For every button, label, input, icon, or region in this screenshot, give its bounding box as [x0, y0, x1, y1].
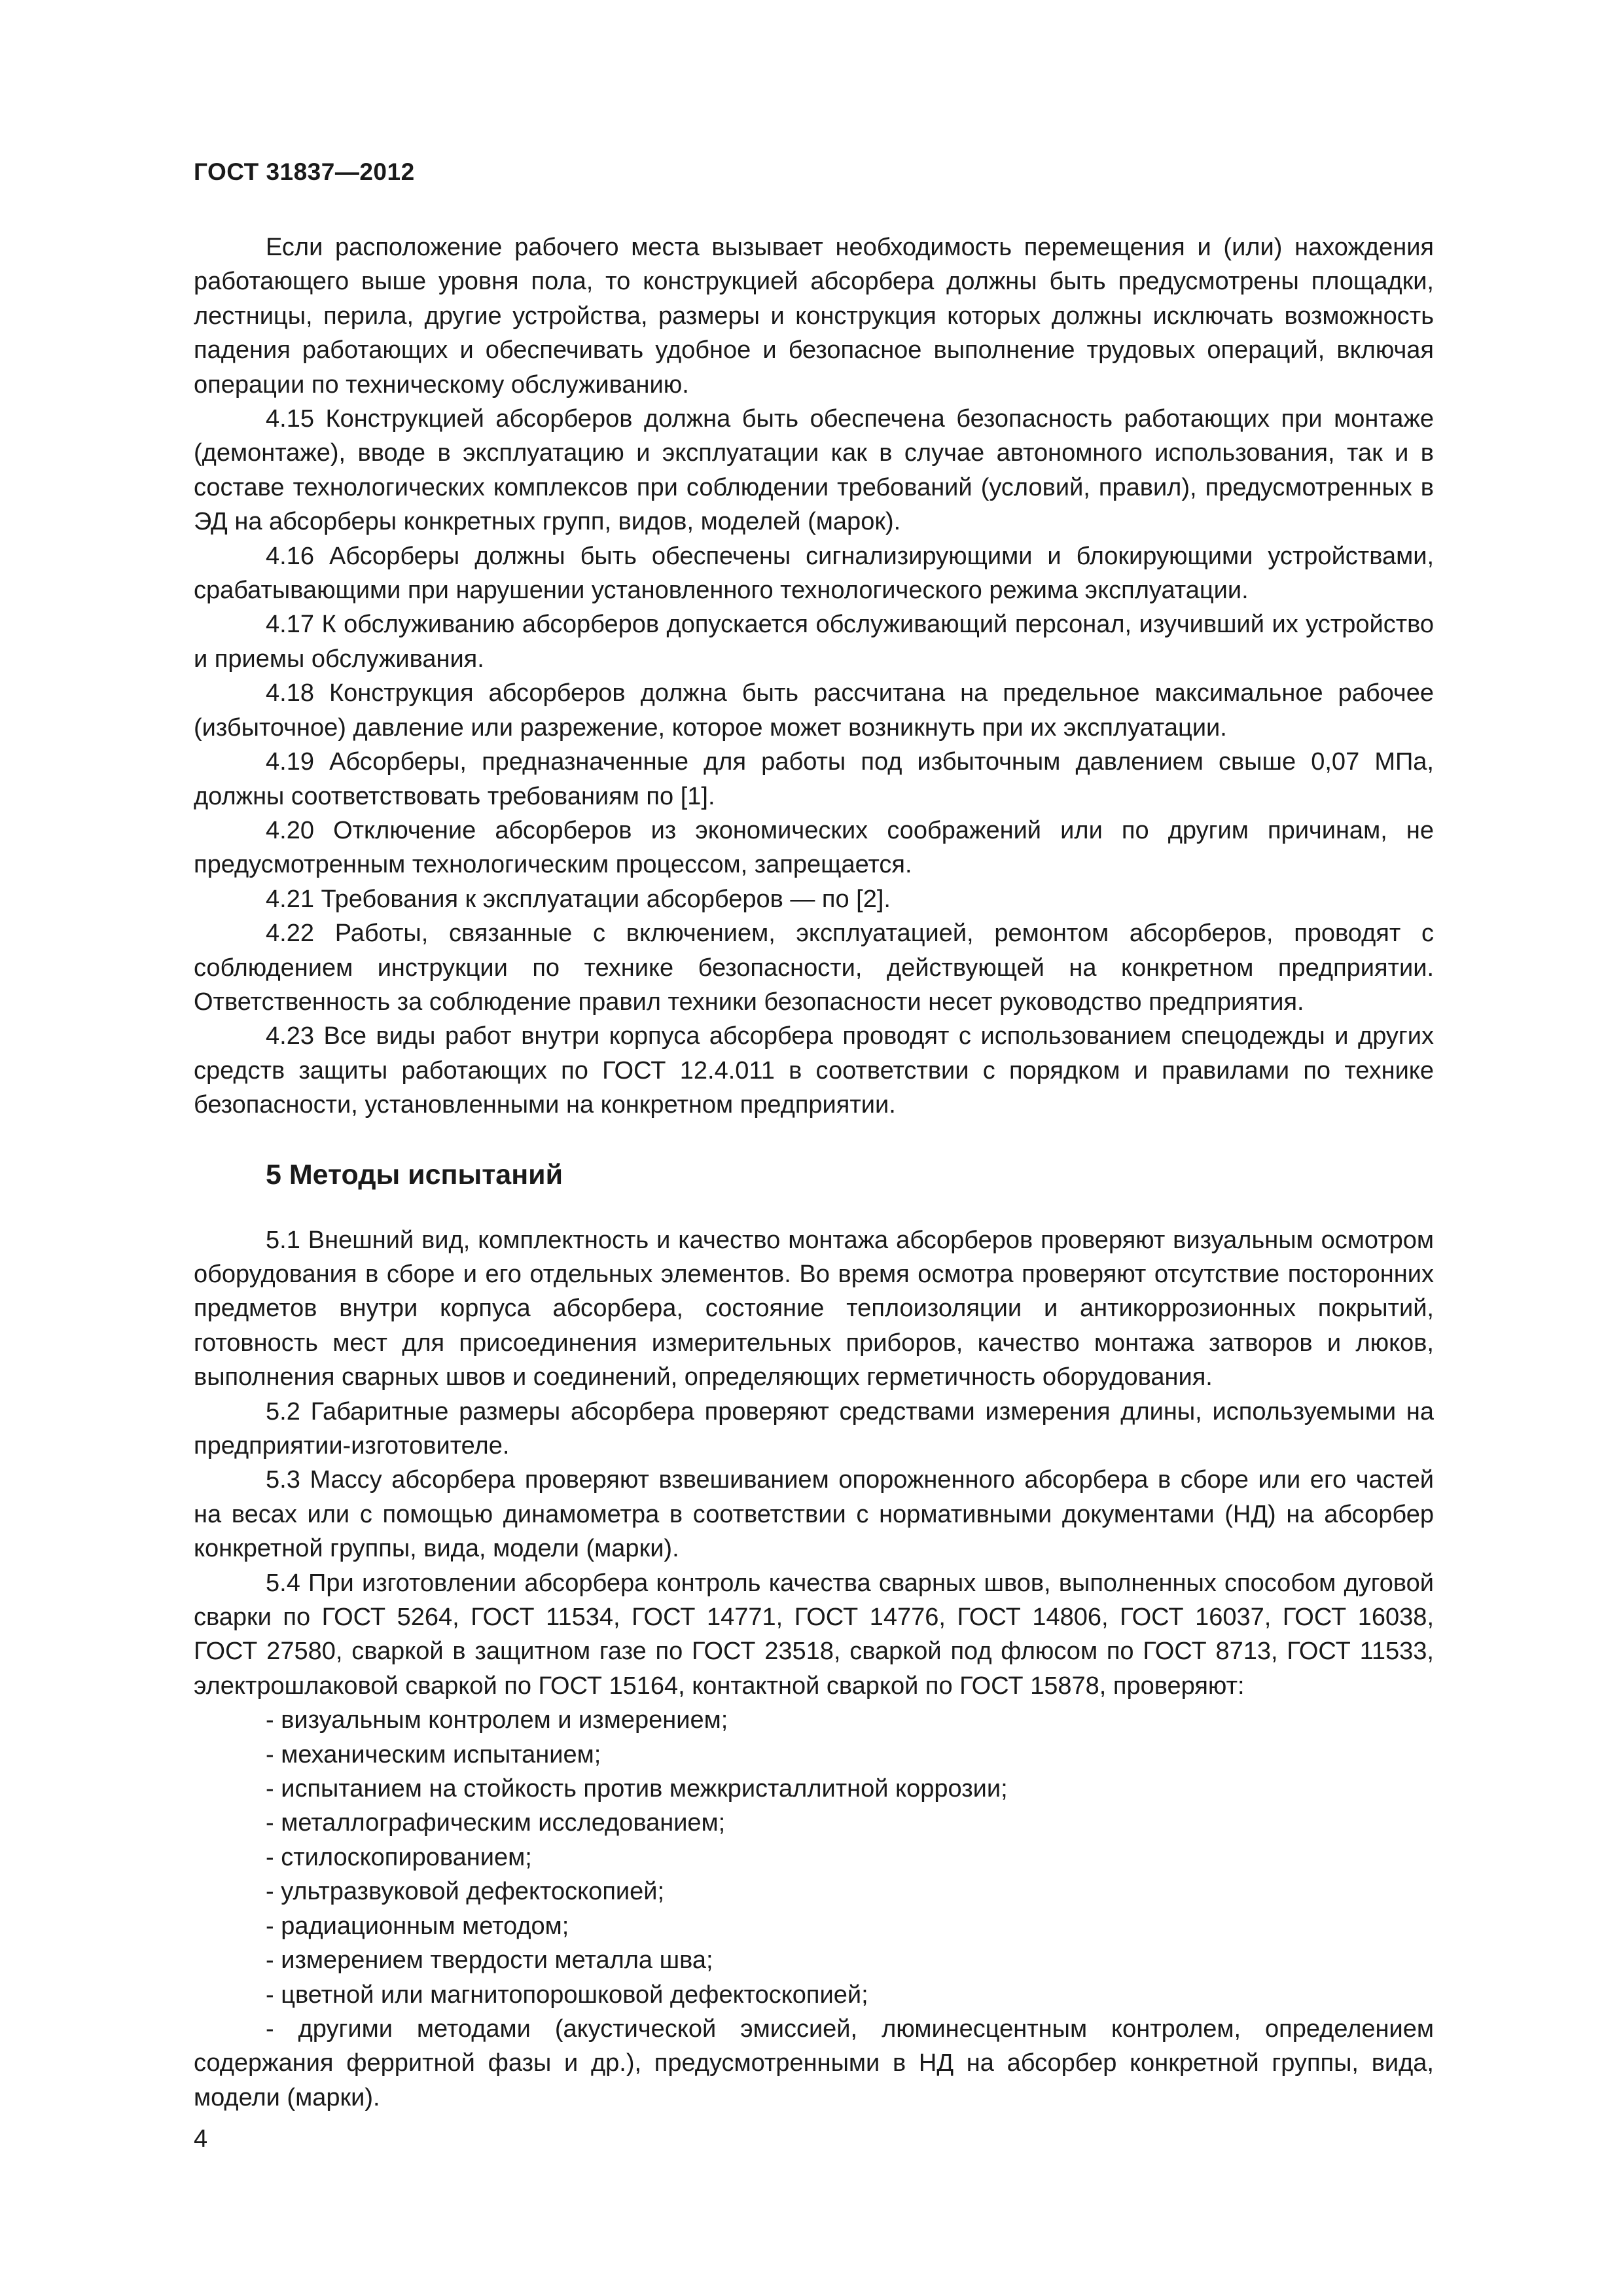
list-item: - металлографическим исследованием; — [266, 1809, 726, 1837]
paragraph-4-19: 4.19 Абсорберы, предназначенные для работы под избыточным давлением свыше 0,07 МПа, должны соответствовать требованиям по [1]. — [194, 748, 1434, 810]
paragraph: Если расположение рабочего места вызывает необходимость перемещения и (или) нахождения работающего выше уровня пола, то конструкцией абсорбера должны быть предусмотрены площадки, лестницы, перила, другие устройства, размеры и конструкция которых должны исключать возможность падения работающих и обеспечивать удобное и безопасное выполнение трудовых операций, включая операции по техническому обслуживанию. — [194, 234, 1434, 399]
list-item-other-methods: - другими методами (акустической эмиссией, люминесцентным контролем, определением содержания ферритной фазы и др.), предусмотренными в НД на абсорбер конкретной группы, вида, модели (марки). — [194, 2015, 1434, 2111]
list-item: - радиационным методом; — [266, 1912, 569, 1940]
page-number: 4 — [194, 2125, 208, 2153]
paragraph-5-3: 5.3 Массу абсорбера проверяют взвешиванием опорожненного абсорбера в сборе или его частей на весах или с помощью динамометра в соответствии с нормативными документами (НД) на абсорбер конкретной группы, вида, модели (марки). — [194, 1466, 1434, 1563]
paragraph-4-17: 4.17 К обслуживанию абсорберов допускается обслуживающий персонал, изучивший их устройство и приемы обслуживания. — [194, 611, 1434, 673]
list-item: - испытанием на стойкость против межкристаллитной коррозии; — [266, 1775, 1008, 1803]
methods-list — [194, 1703, 1434, 2012]
paragraph-5-2: 5.2 Габаритные размеры абсорбера проверяют средствами измерения длины, используемыми на предприятии-изготовителе. — [194, 1397, 1434, 1460]
paragraph-5-1: 5.1 Внешний вид, комплектность и качество монтажа абсорберов проверяют визуальным осмотром оборудования в сборе и его отдельных элементов. Во время осмотра проверяют отсутствие посторонних предметов внутри корпуса абсорбера, состояние теплоизоляции и антикоррозионных покрытий, готовность мест для присоединения измерительных приборов, качество монтажа затворов и люков, выполнения сварных швов и соединений, определяющих герметичность оборудования. — [194, 1226, 1434, 1391]
paragraph-4-21: 4.21 Требования к эксплуатации абсорберов — по [2]. — [266, 885, 891, 913]
paragraph-5-4: 5.4 При изготовлении абсорбера контроль качества сварных швов, выполненных способом дуговой сварки по ГОСТ 5264, ГОСТ 11534, ГОСТ 14771, ГОСТ 14776, ГОСТ 14806, ГОСТ 16037, ГОСТ 16038, ГОСТ 27580, сваркой в защитном газе по ГОСТ 23518, сваркой под флюсом по ГОСТ 8713, ГОСТ 11533, электрошлаковой сваркой по ГОСТ 15164, контактной сваркой по ГОСТ 15878, проверяют: — [194, 1569, 1434, 1700]
paragraph-4-15: 4.15 Конструкцией абсорберов должна быть обеспечена безопасность работающих при монтаже (демонтаже), вводе в эксплуатацию и эксплуатации как в случае автономного использования, так и в составе технологических комплексов при соблюдении требований (условий, правил), предусмотренных в ЭД на абсорберы конкретных групп, видов, моделей (марок). — [194, 405, 1434, 536]
list-item: - цветной или магнитопорошковой дефектоскопией; — [266, 1981, 868, 2009]
paragraph-4-23: 4.23 Все виды работ внутри корпуса абсорбера проводят с использованием спецодежды и других средств защиты работающих по ГОСТ 12.4.011 в соответствии с порядком и правилами по технике безопасности, установленными на конкретном предприятии. — [194, 1022, 1434, 1119]
paragraph-4-18: 4.18 Конструкция абсорберов должна быть рассчитана на предельное максимальное рабочее (избыточное) давление или разрежение, которое может возникнуть при их эксплуатации. — [194, 679, 1434, 742]
document-code-header: ГОСТ 31837—2012 — [194, 158, 415, 185]
list-item: - стилоскопированием; — [266, 1843, 532, 1871]
list-item: - визуальным контролем и измерением; — [266, 1706, 728, 1734]
paragraph-4-16: 4.16 Абсорберы должны быть обеспечены сигнализирующими и блокирующими устройствами, срабатывающими при нарушении установленного технологического режима эксплуатации. — [194, 542, 1434, 605]
list-item: - ультразвуковой дефектоскопией; — [266, 1878, 665, 1906]
section-title: 5 Методы испытаний — [266, 1158, 563, 1191]
paragraph-4-20: 4.20 Отключение абсорберов из экономических соображений или по другим причинам, не предусмотренным технологическим процессом, запрещается. — [194, 816, 1434, 879]
list-item: - механическим испытанием; — [266, 1740, 601, 1768]
list-item: - измерением твердости металла шва; — [266, 1946, 713, 1975]
paragraph-4-22: 4.22 Работы, связанные с включением, эксплуатацией, ремонтом абсорберов, проводят с соблюдением инструкции по технике безопасности, действующей на конкретном предприятии. Ответственность за соблюдение правил техники безопасности несет руководство предприятия. — [194, 920, 1434, 1016]
document-body — [194, 230, 1434, 2115]
